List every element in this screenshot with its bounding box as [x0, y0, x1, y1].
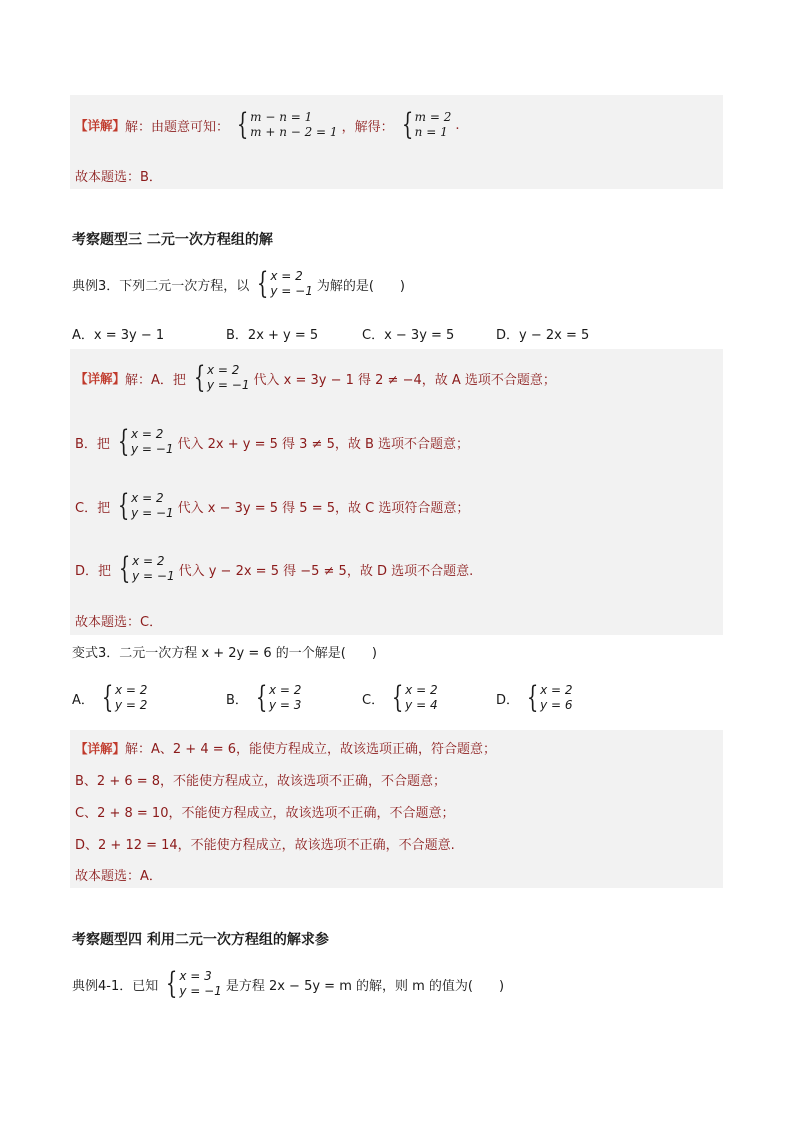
variant-3-option-a-system: { x = 2 y = 2	[101, 680, 148, 715]
example-3-system-line-2: y = −1	[270, 284, 313, 298]
solution-v3-row-c: C、2 + 8 = 10，不能使方程成立，故该选项不正确，不合题意；	[75, 806, 455, 821]
system-2-line-2: n = 1	[414, 125, 448, 139]
option-b-line-1: x = 2	[269, 683, 302, 697]
row-d-system-line-2: y = −1	[132, 569, 175, 583]
solution-3-row-c-pre: C．把	[75, 500, 111, 516]
solution-1-end: .	[455, 117, 460, 133]
answer-1: 故本题选：B．	[75, 170, 162, 185]
example-3-question	[72, 266, 405, 302]
variant-3-option-b-system: { x = 2 y = 3	[255, 680, 302, 715]
solution-3-row-d-pre: D．把	[75, 563, 112, 579]
variant-3-option-d-label: D．	[496, 692, 520, 708]
system-2-line-1: m = 2	[414, 110, 452, 124]
system-1-line-1: m − n = 1	[250, 110, 313, 124]
variant-3-option-c	[362, 680, 442, 716]
variant-3-option-a	[72, 680, 151, 716]
system-1-line-2: m + n − 2 = 1	[250, 125, 338, 139]
option-b-line-2: y = 3	[269, 698, 302, 712]
example-4-1-question	[72, 966, 504, 1002]
variant-3-option-d	[496, 680, 577, 716]
example-3-prefix: 典例3．下列二元一次方程，以	[72, 278, 250, 294]
solution-3-row-c	[75, 488, 469, 524]
option-c-line-2: y = 4	[405, 698, 438, 712]
variant-3-option-c-system: { x = 2 y = 4	[391, 680, 438, 715]
equation-system-2: { m = 2 n = 1	[401, 107, 452, 142]
solution-v3-row-b: B、2 + 6 = 8，不能使方程成立，故该选项不正确，不合题意；	[75, 774, 447, 789]
solution-3-row-d-post: 代入 y − 2x = 5 得 −5 ≠ 5，故 D 选项不合题意.	[178, 563, 474, 579]
answer-v3: 故本题选：A．	[75, 869, 162, 884]
example-3-option-b: B．2x + y = 5	[226, 328, 319, 343]
example-4-1-system: { x = 3 y = −1	[166, 966, 222, 1001]
detail-tag: 【详解】	[75, 118, 126, 133]
solution-v3-row-d: D、2 + 12 = 14，不能使方程成立，故该选项不正确，不合题意.	[75, 838, 455, 853]
row-a-system-line-1: x = 2	[207, 363, 240, 377]
solution-v3-row-a-text: 解：A、2 + 4 = 6，能使方程成立，故该选项正确，符合题意；	[125, 742, 497, 757]
option-c-line-1: x = 2	[405, 683, 438, 697]
example-3-option-d: D．y − 2x = 5	[496, 328, 590, 343]
example-4-1-system-line-1: x = 3	[179, 969, 212, 983]
example-3-system: { x = 2 y = −1	[257, 266, 313, 301]
solution-3-row-c-system: { x = 2 y = −1	[117, 488, 174, 523]
row-b-system-line-2: y = −1	[131, 442, 174, 456]
equation-system-1: { m − n = 1 m + n − 2 = 1	[236, 107, 338, 142]
row-c-system-line-1: x = 2	[131, 491, 164, 505]
row-d-system-line-1: x = 2	[132, 554, 165, 568]
section-heading-4: 考察题型四 利用二元一次方程组的解求参	[72, 932, 329, 948]
solution-3-row-b-pre: B．把	[75, 436, 110, 452]
row-a-system-line-2: y = −1	[207, 378, 250, 392]
option-d-line-2: y = 6	[540, 698, 573, 712]
option-a-line-1: x = 2	[115, 683, 148, 697]
example-4-1-prefix: 典例4-1．已知	[72, 978, 159, 994]
solution-3-row-a-post: 代入 x = 3y − 1 得 2 ≠ −4，故 A 选项不合题意；	[253, 372, 556, 388]
example-3-option-c: C．x − 3y = 5	[362, 328, 455, 343]
section-heading-3: 考察题型三 二元一次方程组的解	[72, 232, 273, 248]
solution-3-row-b-system: { x = 2 y = −1	[117, 424, 174, 459]
row-c-system-line-2: y = −1	[131, 506, 174, 520]
option-d-line-1: x = 2	[540, 683, 573, 697]
solution-v3-row-a	[75, 738, 496, 757]
variant-3-option-a-label: A．	[72, 692, 94, 708]
variant-3-option-b	[226, 680, 305, 716]
variant-3-option-d-system: { x = 2 y = 6	[526, 680, 573, 715]
solution-3-row-a-system: { x = 2 y = −1	[193, 360, 250, 395]
example-3-option-a: A．x = 3y − 1	[72, 328, 165, 343]
example-4-1-system-line-2: y = −1	[179, 984, 222, 998]
solution-3-row-a	[75, 360, 556, 396]
option-a-line-2: y = 2	[115, 698, 148, 712]
example-3-suffix: 为解的是( )	[316, 278, 406, 294]
row-b-system-line-1: x = 2	[131, 427, 164, 441]
solution-1-mid: ，解得：	[341, 119, 394, 135]
solution-3-row-b	[75, 424, 469, 460]
solution-1-lead: 解：由题意可知：	[125, 119, 230, 135]
variant-3-question: 变式3．二元一次方程 x + 2y = 6 的一个解是( )	[72, 646, 377, 661]
solution-3-row-c-post: 代入 x − 3y = 5 得 5 = 5，故 C 选项符合题意；	[177, 500, 470, 516]
detail-tag-3: 【详解】	[75, 371, 126, 386]
example-4-1-suffix: 是方程 2x − 5y = m 的解，则 m 的值为( )	[225, 978, 505, 994]
solution-1-line	[75, 108, 460, 142]
solution-3-row-a-pre: 解：A．把	[125, 372, 186, 388]
example-3-system-line-1: x = 2	[270, 269, 303, 283]
answer-3: 故本题选：C．	[75, 615, 163, 630]
solution-3-row-b-post: 代入 2x + y = 5 得 3 ≠ 5，故 B 选项不合题意；	[177, 436, 470, 452]
detail-tag-v3: 【详解】	[75, 740, 126, 756]
variant-3-option-b-label: B．	[226, 692, 248, 708]
variant-3-option-c-label: C．	[362, 692, 385, 708]
solution-3-row-d-system: { x = 2 y = −1	[118, 551, 175, 586]
solution-3-row-d	[75, 551, 473, 587]
